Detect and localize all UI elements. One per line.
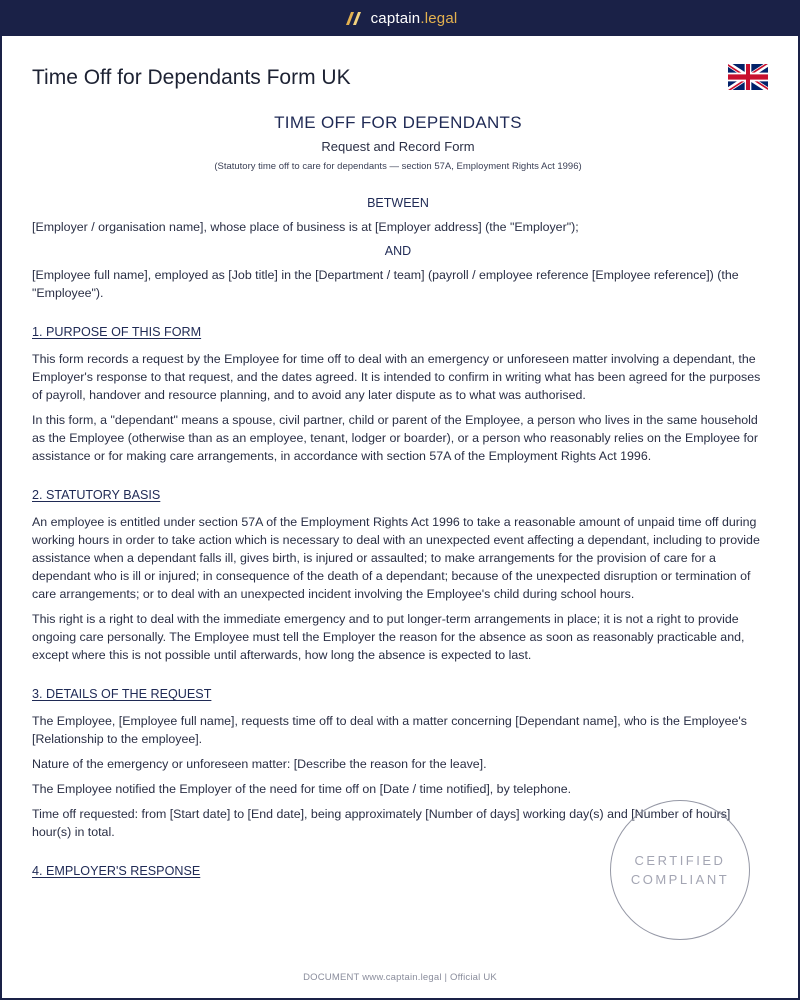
- section-4-heading: 4. EMPLOYER'S RESPONSE: [32, 864, 201, 878]
- document-subheading: Request and Record Form: [321, 139, 475, 154]
- section-2-heading: 2. STATUTORY BASIS: [32, 488, 161, 502]
- section-3-heading: 3. DETAILS OF THE REQUEST: [32, 687, 212, 701]
- certified-compliant-stamp: [610, 800, 750, 940]
- uk-flag-icon: [728, 64, 768, 90]
- section-1-heading: 1. PURPOSE OF THIS FORM: [32, 325, 202, 339]
- section-2-paragraph: An employee is entitled under section 57A of the Employment Rights Act 1996 to take a reasonable amount of unpaid time off during working hours in order to take action which is necessary to deal with an unexpected event affecting a dependant, including to provide assistance when a dependant falls ill, gives birth, is injured or assaulted; to make arrangements for the provision of care for a dependant who is ill or injured; in consequence of the death of a dependant; because of the unexpected disruption or termination of care arrangements; or to deal with an unexpected incident involving the Employee's child during school hours.: [32, 515, 760, 601]
- section-1-paragraph: This form records a request by the Employee for time off to deal with an emergency or unforeseen matter involving a dependant, the Employer's response to that request, and the dates agreed. It is intended to confirm in writing what has been agreed for the purposes of payroll, handover and resource planning, and to avoid any later dispute as to what was authorised.: [32, 352, 761, 402]
- section-3-paragraph: The Employee, [Employee full name], requests time off to deal with a matter concerning [Dependant name], who is the Employee's [Relationship to the employee].: [32, 714, 747, 746]
- section-3-paragraph: Nature of the emergency or unforeseen matter: [Describe the reason for the leave].: [32, 757, 487, 771]
- party-employer: [Employer / organisation name], whose place of business is at [Employer address] (the "Employer");: [32, 220, 579, 234]
- between-label: BETWEEN: [367, 196, 429, 210]
- page-title: Time Off for Dependants Form UK: [32, 66, 351, 89]
- section-2-paragraph: This right is a right to deal with the immediate emergency and to put longer-term arrangements in place; it is not a right to provide ongoing care personally. The Employee must tell the Employer the reason for the absence as soon as reasonably practicable and, except where this is not possible until afterwards, how long the absence is expected to last.: [32, 612, 745, 662]
- captain-legal-logo-icon: [343, 10, 363, 26]
- party-employee: [Employee full name], employed as [Job title] in the [Department / team] (payroll / employee reference [Employee reference]) (the "Employee").: [32, 268, 739, 300]
- statutory-note: (Statutory time off to care for dependants — section 57A, Employment Rights Act 1996): [214, 161, 582, 172]
- stamp-line-2: COMPLIANT: [630, 872, 730, 887]
- and-label: AND: [384, 244, 412, 258]
- section-3-paragraph: Time off requested: from [Start date] to [End date], being approximately [Number of days] working day(s) and [Number of hours] hour(s) in total.: [32, 807, 731, 839]
- top-bar: [0, 0, 800, 36]
- document-page: [2, 36, 798, 998]
- brand-name[interactable]: captain.legal: [370, 9, 458, 27]
- footer: DOCUMENT www.captain.legal | Official UK: [303, 972, 497, 983]
- section-3-paragraph: The Employee notified the Employer of the need for time off on [Date / time notified], by telephone.: [32, 782, 572, 796]
- section-1-paragraph: In this form, a "dependant" means a spouse, civil partner, child or parent of the Employee, a person who lives in the same household as the Employee (otherwise than as an employee, tenant, lodger or boarder), or a person who reasonably relies on the Employee for assistance or for making care arrangements, in accordance with section 57A of the Employment Rights Act 1996.: [32, 413, 758, 463]
- document-heading: TIME OFF FOR DEPENDANTS: [274, 113, 522, 132]
- stamp-line-1: CERTIFIED: [634, 853, 726, 868]
